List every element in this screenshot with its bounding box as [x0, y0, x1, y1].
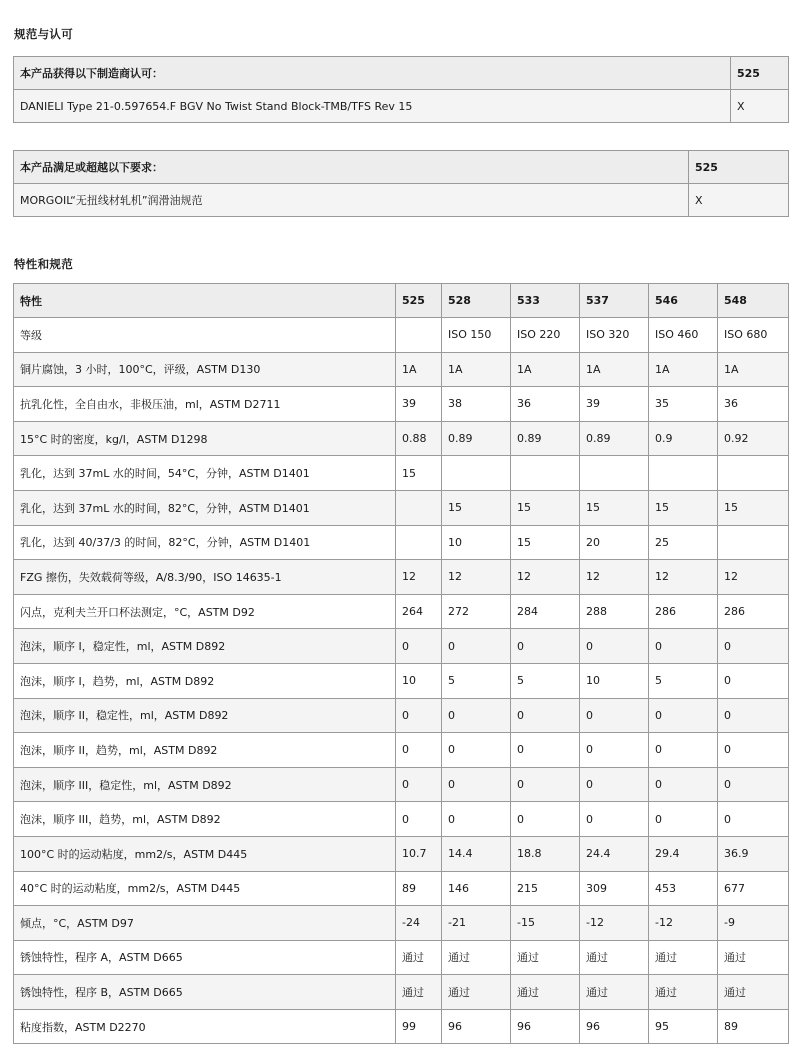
property-value: 286 — [649, 594, 718, 629]
property-value: 0.88 — [396, 421, 442, 456]
property-value: 0 — [442, 698, 511, 733]
property-value: 14.4 — [442, 836, 511, 871]
property-value: 通过 — [511, 975, 580, 1010]
header-grade: 525 — [731, 57, 789, 90]
property-value: 15 — [649, 490, 718, 525]
table-row — [14, 836, 789, 871]
approvals-heading: 规范与认可 — [14, 27, 73, 41]
property-value: 38 — [442, 387, 511, 422]
property-value: 1A — [649, 352, 718, 387]
property-value: 146 — [442, 871, 511, 906]
property-name: 抗乳化性，全自由水，非极压油，ml，ASTM D2711 — [14, 387, 396, 422]
property-name: 乳化，达到 37mL 水的时间，54°C，分钟，ASTM D1401 — [14, 456, 396, 491]
table-row — [14, 663, 789, 698]
property-value: -12 — [649, 906, 718, 941]
header-grade: 525 — [689, 151, 789, 184]
property-value: 284 — [511, 594, 580, 629]
table-row — [14, 733, 789, 768]
table-row — [14, 698, 789, 733]
property-name: 泡沫，顺序 III，稳定性，ml，ASTM D892 — [14, 767, 396, 802]
table-row — [14, 1009, 789, 1044]
table-row — [14, 594, 789, 629]
property-value: 25 — [649, 525, 718, 560]
property-value: 36 — [511, 387, 580, 422]
property-value: 0 — [396, 802, 442, 837]
property-value: ISO 150 — [442, 318, 511, 353]
property-value: 通过 — [396, 975, 442, 1010]
property-value: 264 — [396, 594, 442, 629]
manufacturer-approvals-table — [13, 56, 789, 123]
table-row — [14, 490, 789, 525]
property-value: 0 — [511, 767, 580, 802]
property-value: -15 — [511, 906, 580, 941]
property-name: 泡沫，顺序 II，稳定性，ml，ASTM D892 — [14, 698, 396, 733]
property-value: 5 — [511, 663, 580, 698]
property-value: -12 — [580, 906, 649, 941]
property-value: 1A — [442, 352, 511, 387]
property-value: 39 — [580, 387, 649, 422]
property-value: 96 — [442, 1009, 511, 1044]
table-row — [14, 90, 789, 123]
property-value: 0 — [442, 629, 511, 664]
property-value: 10 — [442, 525, 511, 560]
property-value: ISO 220 — [511, 318, 580, 353]
property-value: 215 — [511, 871, 580, 906]
property-value: 0 — [580, 767, 649, 802]
property-value — [718, 525, 789, 560]
property-value: 95 — [649, 1009, 718, 1044]
property-value: ISO 320 — [580, 318, 649, 353]
property-value: 0 — [718, 733, 789, 768]
property-name: 粘度指数，ASTM D2270 — [14, 1009, 396, 1044]
property-value: 12 — [580, 560, 649, 595]
header-grade-2: 528 — [442, 284, 511, 318]
property-name: 泡沫，顺序 II，趋势，ml，ASTM D892 — [14, 733, 396, 768]
property-value — [511, 456, 580, 491]
property-value: 0 — [649, 733, 718, 768]
property-value: 36.9 — [718, 836, 789, 871]
requirements-table — [13, 150, 789, 217]
property-value: 15 — [442, 490, 511, 525]
property-value: 24.4 — [580, 836, 649, 871]
property-value: -9 — [718, 906, 789, 941]
table-row — [14, 456, 789, 491]
property-name: 闪点，克利夫兰开口杯法测定，°C，ASTM D92 — [14, 594, 396, 629]
header-grade-1: 525 — [396, 284, 442, 318]
property-value — [718, 456, 789, 491]
property-value: 96 — [511, 1009, 580, 1044]
property-value: 0 — [442, 733, 511, 768]
property-name: 泡沫，顺序 I，稳定性，ml，ASTM D892 — [14, 629, 396, 664]
approval-label: DANIELI Type 21-0.597654.F BGV No Twist Stand Block-TMB/TFS Rev 15 — [14, 90, 731, 123]
table-row — [14, 906, 789, 941]
property-value: 18.8 — [511, 836, 580, 871]
property-value: 0 — [442, 767, 511, 802]
property-value: 0 — [396, 733, 442, 768]
property-value: 12 — [649, 560, 718, 595]
table-row — [14, 184, 789, 217]
table-row — [14, 871, 789, 906]
property-value: 99 — [396, 1009, 442, 1044]
property-value: 0 — [718, 663, 789, 698]
table-header-row — [14, 57, 789, 90]
property-value — [442, 456, 511, 491]
property-value: 0 — [718, 767, 789, 802]
property-value: 0 — [442, 802, 511, 837]
table-row — [14, 975, 789, 1010]
property-value: 通过 — [718, 975, 789, 1010]
property-name: 40°C 时的运动粘度，mm2/s，ASTM D445 — [14, 871, 396, 906]
property-value: 0 — [511, 733, 580, 768]
property-value: 0 — [396, 767, 442, 802]
property-value: 通过 — [396, 940, 442, 975]
property-value: 通过 — [580, 940, 649, 975]
properties-table — [13, 283, 789, 1044]
property-value: 0 — [511, 629, 580, 664]
property-name: 锈蚀特性，程序 B，ASTM D665 — [14, 975, 396, 1010]
requirement-label: MORGOIL“无扭线材轧机”润滑油规范 — [14, 184, 689, 217]
property-value: 10 — [580, 663, 649, 698]
property-value: 0.89 — [511, 421, 580, 456]
property-value: 12 — [718, 560, 789, 595]
property-value: 通过 — [580, 975, 649, 1010]
property-value: 10 — [396, 663, 442, 698]
property-value: 通过 — [649, 940, 718, 975]
table-header-row — [14, 151, 789, 184]
table-header-row — [14, 284, 789, 318]
property-value: 89 — [718, 1009, 789, 1044]
header-grade-6: 548 — [718, 284, 789, 318]
property-value: 0.89 — [442, 421, 511, 456]
header-property: 特性 — [14, 284, 396, 318]
approval-mark: X — [731, 90, 789, 123]
property-value: 0 — [649, 802, 718, 837]
table-row — [14, 421, 789, 456]
property-value: 677 — [718, 871, 789, 906]
property-name: 泡沫，顺序 I，趋势，ml，ASTM D892 — [14, 663, 396, 698]
property-value: 0 — [580, 733, 649, 768]
property-value: 通过 — [442, 940, 511, 975]
property-value: 96 — [580, 1009, 649, 1044]
property-value: 309 — [580, 871, 649, 906]
property-name: 100°C 时的运动粘度，mm2/s，ASTM D445 — [14, 836, 396, 871]
header-label: 本产品满足或超越以下要求： — [14, 151, 689, 184]
table-row — [14, 525, 789, 560]
property-value: ISO 460 — [649, 318, 718, 353]
property-value: 0 — [580, 698, 649, 733]
property-value: 0 — [649, 767, 718, 802]
property-value: 15 — [580, 490, 649, 525]
property-value — [649, 456, 718, 491]
property-value: 15 — [718, 490, 789, 525]
property-value: 10.7 — [396, 836, 442, 871]
property-value: 15 — [511, 490, 580, 525]
property-name: 泡沫，顺序 III，趋势，ml，ASTM D892 — [14, 802, 396, 837]
property-value: 0 — [580, 629, 649, 664]
header-grade-3: 533 — [511, 284, 580, 318]
table-row — [14, 387, 789, 422]
table-row — [14, 318, 789, 353]
property-value: 0 — [718, 629, 789, 664]
property-value: 272 — [442, 594, 511, 629]
properties-heading: 特性和规范 — [14, 257, 73, 271]
table-row — [14, 560, 789, 595]
table-row — [14, 767, 789, 802]
property-value: 288 — [580, 594, 649, 629]
property-value: 1A — [580, 352, 649, 387]
property-value: 29.4 — [649, 836, 718, 871]
property-value: 20 — [580, 525, 649, 560]
header-grade-4: 537 — [580, 284, 649, 318]
property-value: 5 — [442, 663, 511, 698]
header-grade-5: 546 — [649, 284, 718, 318]
property-value: 286 — [718, 594, 789, 629]
property-value: 15 — [396, 456, 442, 491]
property-value: 1A — [718, 352, 789, 387]
property-value: 0 — [511, 698, 580, 733]
property-value: 89 — [396, 871, 442, 906]
property-value: 0 — [649, 698, 718, 733]
requirement-mark: X — [689, 184, 789, 217]
property-value: 5 — [649, 663, 718, 698]
property-value: 0 — [718, 802, 789, 837]
property-name: 铜片腐蚀，3 小时，100°C，评级，ASTM D130 — [14, 352, 396, 387]
property-name: 倾点，°C，ASTM D97 — [14, 906, 396, 941]
property-value: 15 — [511, 525, 580, 560]
property-value: 通过 — [511, 940, 580, 975]
property-value: 12 — [511, 560, 580, 595]
property-value: 36 — [718, 387, 789, 422]
header-label: 本产品获得以下制造商认可： — [14, 57, 731, 90]
table-row — [14, 940, 789, 975]
property-name: 15°C 时的密度，kg/l，ASTM D1298 — [14, 421, 396, 456]
property-value: 0 — [649, 629, 718, 664]
property-value: ISO 680 — [718, 318, 789, 353]
property-value: 通过 — [649, 975, 718, 1010]
property-name: 乳化，达到 40/37/3 的时间，82°C，分钟，ASTM D1401 — [14, 525, 396, 560]
property-value: 0.9 — [649, 421, 718, 456]
property-value — [396, 318, 442, 353]
property-value: 通过 — [442, 975, 511, 1010]
property-value: 35 — [649, 387, 718, 422]
property-value: 0.92 — [718, 421, 789, 456]
property-value: 0 — [396, 629, 442, 664]
property-value: 0 — [511, 802, 580, 837]
property-value: 39 — [396, 387, 442, 422]
property-name: FZG 擦伤，失效载荷等级，A/8.3/90，ISO 14635-1 — [14, 560, 396, 595]
property-value: 12 — [396, 560, 442, 595]
property-value — [396, 525, 442, 560]
table-row — [14, 352, 789, 387]
property-value: 1A — [511, 352, 580, 387]
property-value: 通过 — [718, 940, 789, 975]
table-row — [14, 629, 789, 664]
property-value: 0 — [718, 698, 789, 733]
property-value: 0 — [396, 698, 442, 733]
property-value: 0 — [580, 802, 649, 837]
property-value: -24 — [396, 906, 442, 941]
table-row — [14, 802, 789, 837]
property-value: 0.89 — [580, 421, 649, 456]
property-value — [396, 490, 442, 525]
property-name: 等级 — [14, 318, 396, 353]
property-value — [580, 456, 649, 491]
property-value: 12 — [442, 560, 511, 595]
property-name: 锈蚀特性，程序 A，ASTM D665 — [14, 940, 396, 975]
property-value: 453 — [649, 871, 718, 906]
property-name: 乳化，达到 37mL 水的时间，82°C，分钟，ASTM D1401 — [14, 490, 396, 525]
property-value: 1A — [396, 352, 442, 387]
property-value: -21 — [442, 906, 511, 941]
